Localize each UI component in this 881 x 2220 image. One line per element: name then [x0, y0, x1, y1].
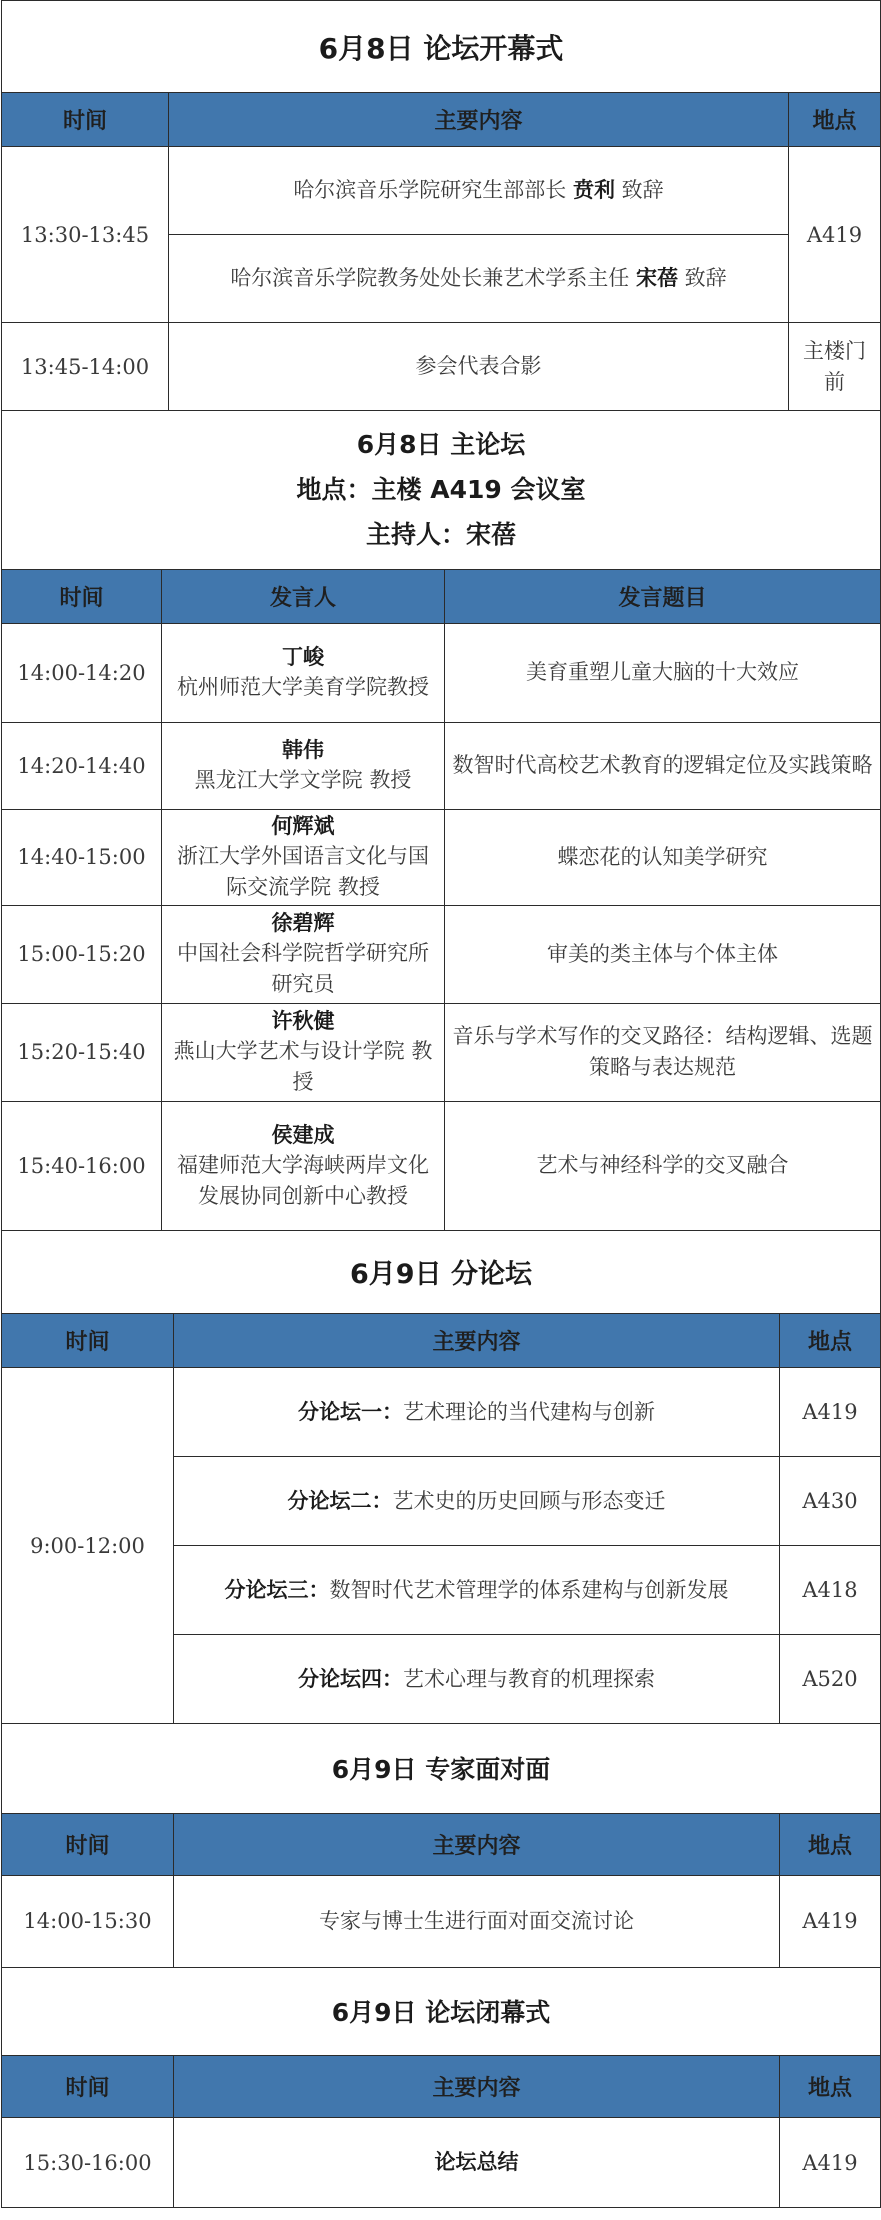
sub-forum-item	[174, 1546, 780, 1635]
opening-header-time: 时间	[2, 93, 169, 147]
speech2-prefix: 哈尔滨音乐学院教务处处长兼艺术学系主任	[230, 266, 636, 290]
closing-header-place: 地点	[780, 2056, 881, 2118]
sub-forum-topic: 艺术史的历史回顾与形态变迁	[392, 1488, 666, 1513]
opening-header-content: 主要内容	[169, 93, 789, 147]
speech1-suffix: 致辞	[615, 178, 664, 202]
speech1-prefix: 哈尔滨音乐学院研究生部部长	[293, 178, 573, 202]
closing-table	[1, 1968, 881, 2209]
table-row	[2, 1101, 881, 1230]
expert-table	[1, 1724, 881, 1968]
sub-forum-label: 分论坛三：	[224, 1577, 330, 1602]
speaker-name: 侯建成	[271, 1122, 335, 1147]
sub-forum-place: A418	[780, 1546, 881, 1635]
speaker-name: 徐碧辉	[271, 911, 335, 935]
row-time: 15:20-15:40	[2, 1003, 162, 1101]
opening-row2-content: 参会代表合影	[169, 323, 789, 411]
closing-content: 论坛总结	[174, 2118, 780, 2208]
closing-header-time: 时间	[2, 2056, 174, 2118]
speech1-name: 贲利	[573, 178, 615, 202]
table-row	[2, 623, 881, 722]
main-header-topic: 发言题目	[445, 569, 881, 623]
sub-forum-item	[174, 1635, 780, 1724]
sub-forum-item	[174, 1368, 780, 1457]
opening-row1-speech1	[169, 147, 789, 235]
table-row	[2, 1875, 881, 1967]
main-forum-heading	[2, 411, 881, 569]
main-header-time: 时间	[2, 569, 162, 623]
row-topic: 数智时代高校艺术教育的逻辑定位及实践策略	[445, 722, 881, 809]
speaker-affiliation: 福建师范大学海峡两岸文化发展协同创新中心教授	[177, 1152, 429, 1208]
row-topic: 音乐与学术写作的交叉路径：结构逻辑、选题策略与表达规范	[445, 1003, 881, 1101]
sub-forum-table	[1, 1231, 881, 1725]
row-time: 15:40-16:00	[2, 1101, 162, 1230]
main-forum-location: 地点：主楼 A419 会议室	[296, 475, 586, 505]
row-speaker	[162, 722, 445, 809]
sub-header-content: 主要内容	[174, 1314, 780, 1368]
row-time: 14:20-14:40	[2, 722, 162, 809]
main-forum-title: 6月8日 主论坛	[356, 430, 526, 460]
row-topic: 美育重塑儿童大脑的十大效应	[445, 623, 881, 722]
main-forum-table	[1, 411, 881, 1231]
row-speaker	[162, 905, 445, 1003]
row-time: 14:40-15:00	[2, 809, 162, 905]
sub-forum-topic: 艺术理论的当代建构与创新	[403, 1399, 655, 1424]
speaker-name: 何辉斌	[271, 814, 335, 838]
main-header-speaker: 发言人	[162, 569, 445, 623]
speaker-name: 韩伟	[282, 738, 324, 762]
table-row	[2, 1003, 881, 1101]
expert-header-place: 地点	[780, 1813, 881, 1875]
opening-row1-place: A419	[789, 147, 881, 323]
closing-time: 15:30-16:00	[2, 2118, 174, 2208]
row-speaker	[162, 809, 445, 905]
main-forum-host: 主持人：宋蓓	[366, 520, 517, 550]
row-topic: 审美的类主体与个体主体	[445, 905, 881, 1003]
speaker-affiliation: 燕山大学艺术与设计学院 教授	[173, 1039, 433, 1094]
sub-forum-label: 分论坛一：	[298, 1399, 403, 1424]
row-topic: 蝶恋花的认知美学研究	[445, 809, 881, 905]
closing-place: A419	[780, 2118, 881, 2208]
opening-row1-time: 13:30-13:45	[2, 147, 169, 323]
sub-header-time: 时间	[2, 1314, 174, 1368]
speaker-affiliation: 黑龙江大学文学院 教授	[194, 768, 412, 792]
expert-header-content: 主要内容	[174, 1813, 780, 1875]
sub-forum-topic: 数智时代艺术管理学的体系建构与创新发展	[329, 1577, 729, 1602]
sub-forum-title: 6月9日 分论坛	[2, 1231, 881, 1314]
sub-forum-item	[174, 1457, 780, 1546]
opening-title: 6月8日 论坛开幕式	[2, 1, 881, 93]
sub-forum-place: A419	[780, 1368, 881, 1457]
speaker-affiliation: 中国社会科学院哲学研究所 研究员	[177, 941, 429, 996]
row-time: 15:00-15:20	[2, 905, 162, 1003]
speaker-name: 丁峻	[282, 645, 324, 669]
closing-header-content: 主要内容	[174, 2056, 780, 2118]
speech2-suffix: 致辞	[678, 266, 727, 290]
table-row	[2, 809, 881, 905]
speaker-affiliation: 杭州师范大学美育学院教授	[177, 675, 429, 699]
sub-forum-place: A520	[780, 1635, 881, 1724]
expert-content: 专家与博士生进行面对面交流讨论	[174, 1875, 780, 1967]
speaker-name: 许秋健	[271, 1009, 335, 1033]
opening-header-place: 地点	[789, 93, 881, 147]
sub-forum-place: A430	[780, 1457, 881, 1546]
table-row	[2, 905, 881, 1003]
opening-row1-speech2	[169, 235, 789, 323]
row-speaker	[162, 1101, 445, 1230]
expert-header-time: 时间	[2, 1813, 174, 1875]
table-row	[2, 2118, 881, 2208]
sub-forum-time: 9:00-12:00	[2, 1368, 174, 1724]
opening-table	[1, 0, 881, 411]
sub-header-place: 地点	[780, 1314, 881, 1368]
opening-row2-place: 主楼门前	[789, 323, 881, 411]
expert-place: A419	[780, 1875, 881, 1967]
row-speaker	[162, 1003, 445, 1101]
sub-forum-label: 分论坛四：	[298, 1666, 403, 1691]
expert-title: 6月9日 专家面对面	[2, 1724, 881, 1813]
speaker-affiliation: 浙江大学外国语言文化与国际交流学院 教授	[177, 844, 429, 899]
sub-forum-label: 分论坛二：	[287, 1488, 393, 1513]
opening-row2-time: 13:45-14:00	[2, 323, 169, 411]
sub-forum-topic: 艺术心理与教育的机理探索	[403, 1666, 655, 1691]
table-row	[2, 722, 881, 809]
row-time: 14:00-14:20	[2, 623, 162, 722]
row-speaker	[162, 623, 445, 722]
row-topic: 艺术与神经科学的交叉融合	[445, 1101, 881, 1230]
table-row	[2, 1368, 881, 1457]
expert-time: 14:00-15:30	[2, 1875, 174, 1967]
closing-title: 6月9日 论坛闭幕式	[2, 1968, 881, 2056]
speech2-name: 宋蓓	[636, 266, 678, 290]
